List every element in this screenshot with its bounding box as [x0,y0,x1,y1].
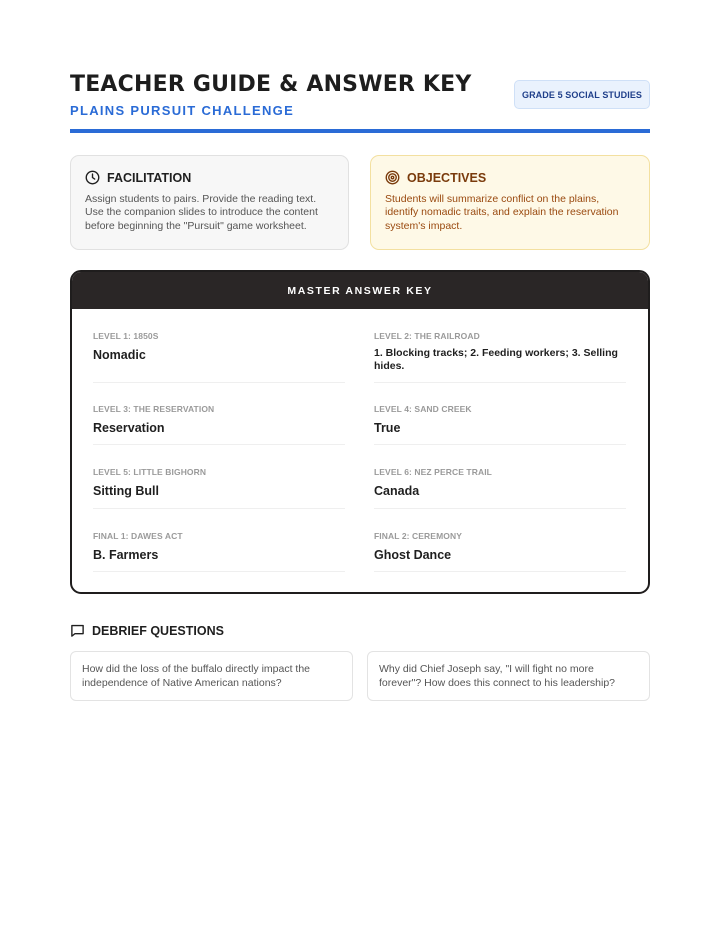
answer-item-level-5 [93,467,345,509]
objectives-card [370,155,650,250]
speech-bubble-icon [70,623,85,638]
page-header [70,72,650,118]
answer-value: Nomadic [93,348,146,362]
page-subtitle: PLAINS PURSUIT CHALLENGE [70,103,295,118]
answer-value: Sitting Bull [93,484,159,498]
answer-label: FINAL 1: DAWES ACT [93,531,183,541]
answer-label: LEVEL 5: LITTLE BIGHORN [93,467,207,477]
answer-label: LEVEL 3: THE RESERVATION [93,404,215,414]
answer-value: Ghost Dance [374,548,452,562]
header-divider [70,129,650,133]
answer-item-level-4 [374,404,626,445]
answer-value: 1. Blocking tracks; 2. Feeding workers; 3. Selling hides. [374,347,618,372]
answer-value: B. Farmers [93,548,159,562]
answer-item-level-3 [93,404,345,445]
answer-label: LEVEL 6: NEZ PERCE TRAIL [374,467,492,477]
answer-label: LEVEL 2: THE RAILROAD [374,331,480,341]
answer-label: LEVEL 1: 1850S [93,331,159,341]
clock-icon [85,170,100,185]
facilitation-card [70,155,349,250]
facilitation-text: Assign students to pairs. Provide the reading text. Use the companion slides to introduce the content before beginning the "Pursuit" game worksheet. [85,193,318,232]
facilitation-title: FACILITATION [107,170,192,185]
master-answer-key [70,270,650,594]
answer-label: LEVEL 4: SAND CREEK [374,404,472,414]
debrief-title: DEBRIEF QUESTIONS [92,623,224,638]
answer-item-level-2 [374,331,626,383]
objectives-text: Students will summarize conflict on the plains, identify nomadic traits, and explain the reservation system's impact. [385,193,619,232]
debrief-question-1: How did the loss of the buffalo directly impact the independence of Native American nations? [70,651,353,701]
answer-label: FINAL 2: CEREMONY [374,531,462,541]
debrief-header [70,623,224,638]
answer-item-final-2 [374,531,626,572]
answer-item-final-1 [93,531,345,572]
answer-value: True [374,421,401,435]
grade-badge: GRADE 5 SOCIAL STUDIES [514,80,650,109]
facilitation-header [85,170,334,185]
page-title: TEACHER GUIDE & ANSWER KEY [70,72,472,97]
debrief-question-2: Why did Chief Joseph say, "I will fight no more forever"? How does this connect to his leadership? [367,651,650,701]
target-icon [385,170,400,185]
objectives-title: OBJECTIVES [407,170,487,185]
answer-value: Canada [374,484,420,498]
answer-value: Reservation [93,421,165,435]
answer-key-title: MASTER ANSWER KEY [72,272,648,309]
answer-item-level-1 [93,331,345,383]
objectives-header [385,170,635,185]
answer-item-level-6 [374,467,626,509]
